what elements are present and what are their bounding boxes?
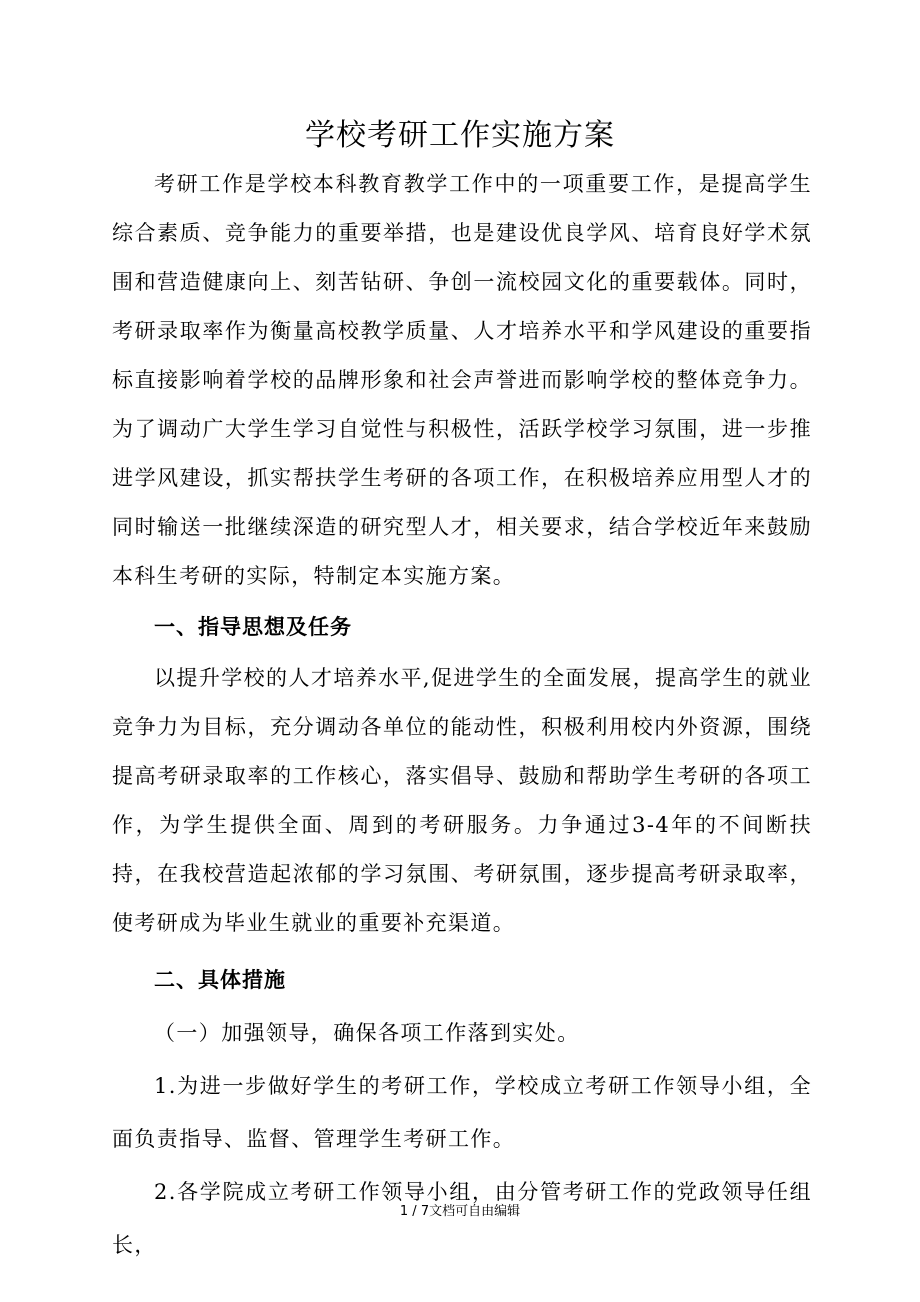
section-heading-measures: 二、具体措施 [154, 968, 286, 992]
section-paragraph-guiding-ideology: 以提升学校的人才培养水平,促进学生的全面发展，提高学生的就业竞争力为目标，充分调动各单位的能动性，积极利用校内外资源，围绕提高考研录取率的工作核心，落实倡导、鼓励和帮助学生考研的各项工作，为学生提供全面、周到的考研服务。力争通过3-4年的不间断扶持，在我校营造起浓郁的学习氛围、考研氛围，逐步提高考研录取率，使考研成为毕业生就业的重要补充渠道。 [112, 666, 812, 935]
document-title: 学校考研工作实施方案 [305, 118, 615, 153]
page-footer: 1 / 7文档可自由编辑 [399, 1204, 521, 1219]
list-item-1: 1.为进一步做好学生的考研工作，学校成立考研工作领导小组，全面负责指导、监督、管理学生考研工作。 [112, 1074, 812, 1151]
list-item-2: 2.各学院成立考研工作领导小组，由分管考研工作的党政领导任组长， [112, 1180, 812, 1257]
subsection-heading-leadership: （一）加强领导，确保各项工作落到实处。 [154, 1021, 580, 1045]
document-body [112, 160, 812, 1272]
intro-paragraph: 考研工作是学校本科教育教学工作中的一项重要工作，是提高学生综合素质、竞争能力的重要举措，也是建设优良学风、培育良好学术氛围和营造健康向上、刻苦钻研、争创一流校园文化的重要载体。同时，考研录取率作为衡量高校教学质量、人才培养水平和学风建设的重要指标直接影响着学校的品牌形象和社会声誉进而影响学校的整体竞争力。为了调动广大学生学习自觉性与积极性，活跃学校学习氛围，进一步推进学风建设，抓实帮扶学生考研的各项工作，在积极培养应用型人才的同时输送一批继续深造的研究型人才，相关要求，结合学校近年来鼓励本科生考研的实际，特制定本实施方案。 [112, 172, 812, 588]
section-heading-guiding-ideology: 一、指导思想及任务 [154, 615, 352, 639]
